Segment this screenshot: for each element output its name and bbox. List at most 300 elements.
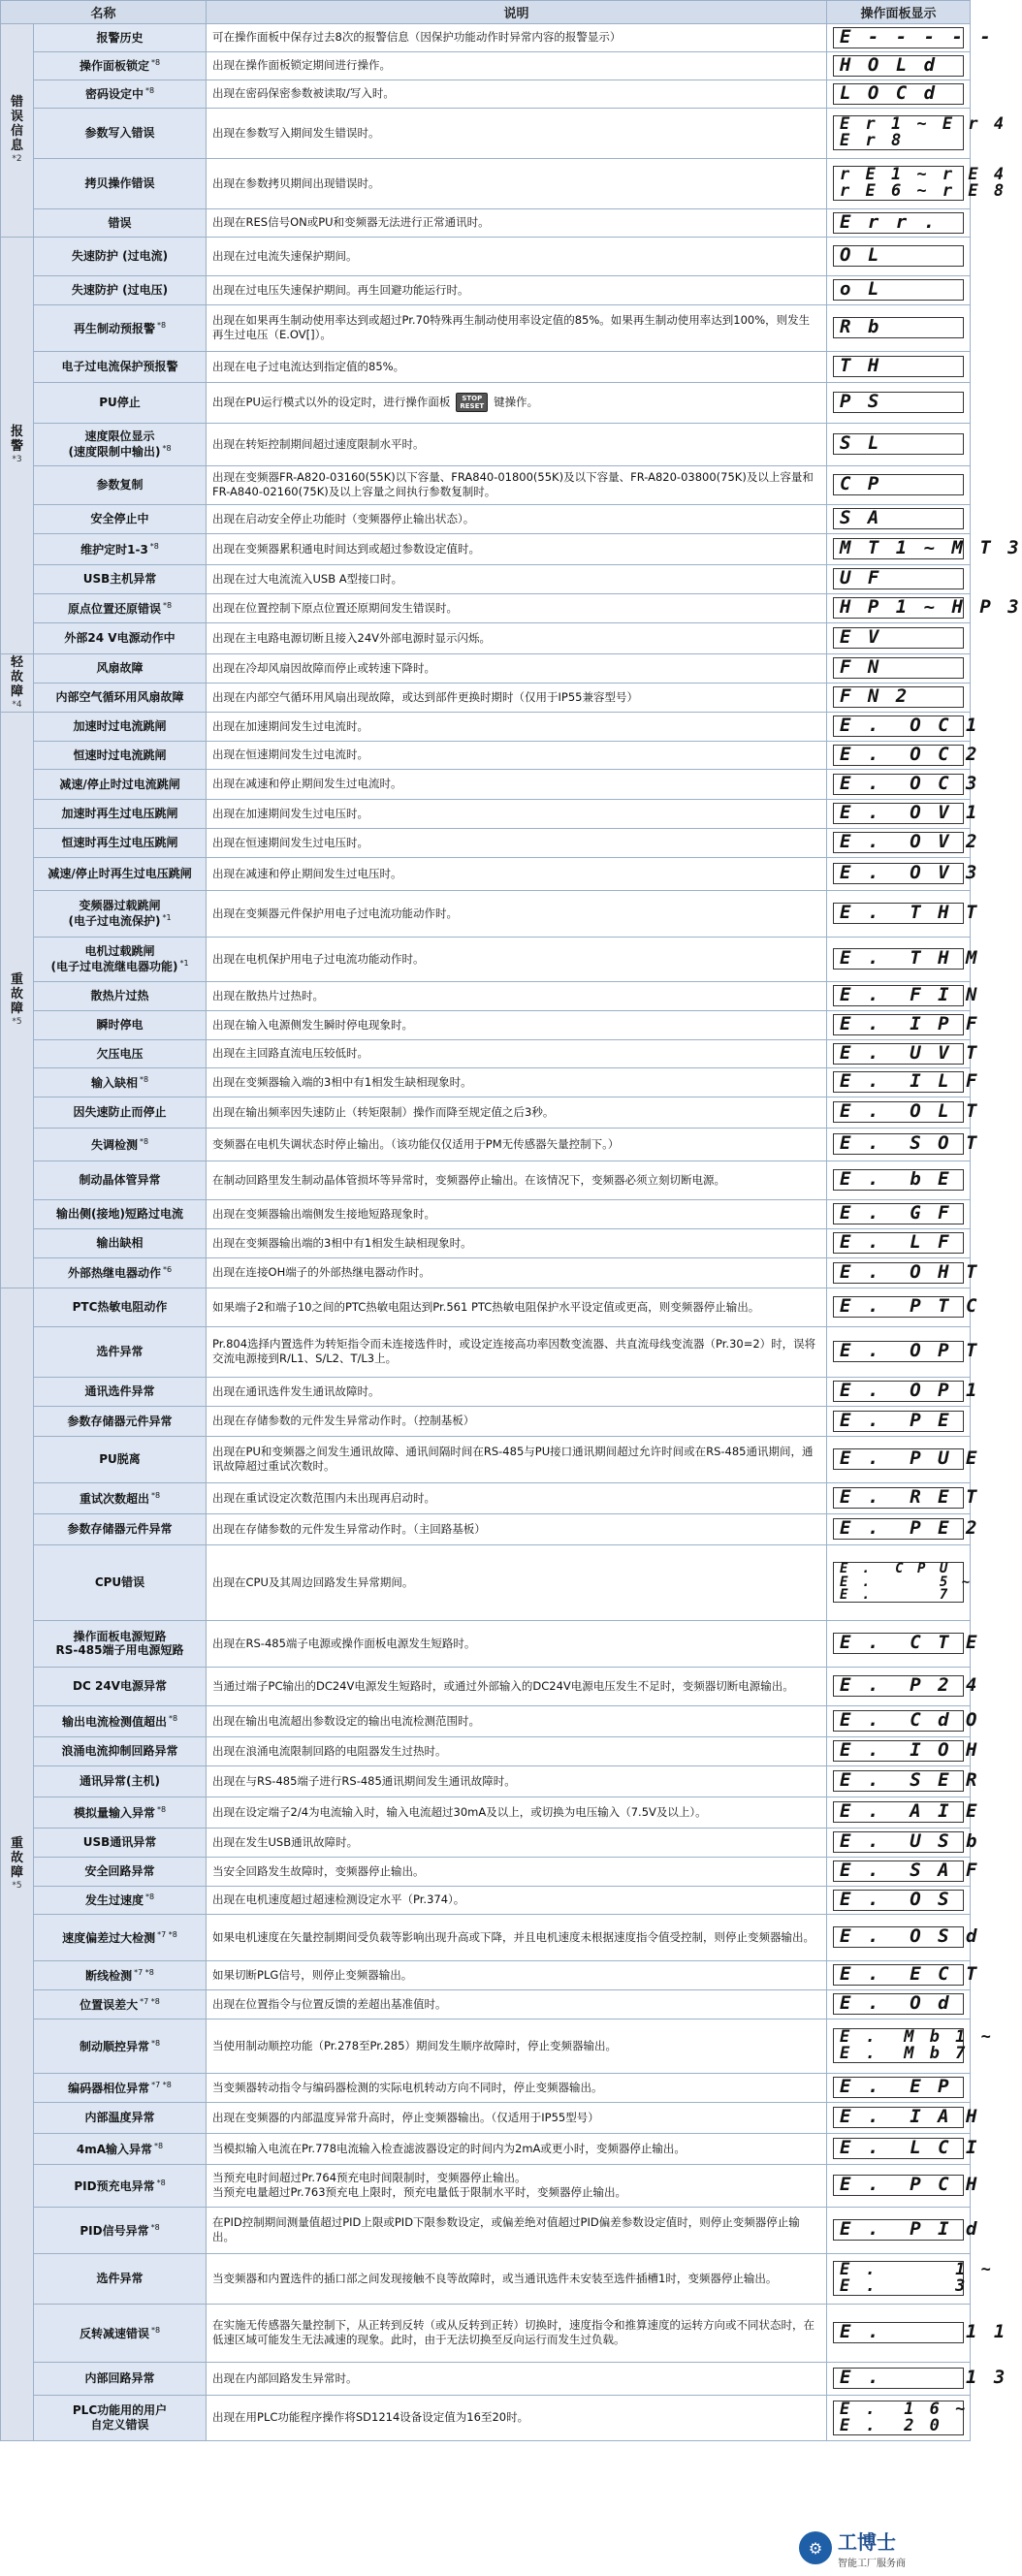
error-description	[207, 1765, 827, 1797]
segment-display	[833, 1830, 980, 1853]
segment-line: E . O P T	[840, 1340, 980, 1362]
category-cell	[1, 237, 34, 653]
segment-display	[833, 1070, 980, 1093]
segment-display	[833, 83, 964, 105]
error-note: *8	[150, 1490, 161, 1500]
table-row	[1, 1886, 971, 1914]
segment-line: E . 1 1	[840, 2321, 1008, 2343]
segment-line: E - - - - -	[840, 26, 994, 48]
segment-line: L O C d	[840, 81, 939, 104]
display-cell	[827, 423, 971, 465]
description-text: 可在操作面板中保存过去8次的报警信息（因保护功能动作时异常内容的报警显示）	[212, 30, 622, 45]
error-name	[34, 275, 207, 304]
error-name-text: PU停止	[99, 396, 141, 410]
segment-display	[833, 537, 1022, 559]
display-cell	[827, 108, 1007, 158]
segment-display	[833, 568, 964, 589]
error-name-text: PID信号异常	[80, 2223, 149, 2238]
error-name	[34, 712, 207, 741]
error-name-text: 安全停止中	[90, 512, 149, 526]
error-description	[207, 2073, 827, 2102]
segment-line: E . O S d	[840, 1925, 980, 1948]
segment-line: H O L d	[840, 53, 939, 76]
error-name-text: 参数写入错误	[84, 126, 155, 141]
display-cell	[827, 1544, 974, 1620]
stop-reset-key-icon: STOP RESET	[456, 393, 488, 412]
error-description	[207, 158, 827, 208]
table-row	[1, 108, 971, 158]
error-description	[207, 683, 827, 712]
description-text: 出现在重试设定次数范围内未出现再启动时。	[212, 1490, 436, 1505]
segment-line: E . A I E	[840, 1800, 980, 1823]
display-cell	[827, 1736, 980, 1765]
error-note: *8	[150, 58, 161, 68]
segment-line: E . T H M	[840, 947, 980, 970]
segment-display	[833, 772, 980, 795]
segment-display	[833, 165, 1007, 202]
segment-line: E . O C 2	[840, 743, 980, 765]
display-cell	[827, 741, 980, 769]
description-text: 出现在操作面板锁定期间进行操作。	[212, 58, 392, 73]
description-text: 出现在浪涌电流限制回路的电阻器发生过热时。	[212, 1743, 447, 1758]
description-text: 如果切断PLG信号，则停止变频器输出。	[212, 1967, 413, 1982]
category-label: 错误信息	[10, 95, 23, 154]
table-row	[1, 382, 971, 423]
description-text: 出现在通讯选件发生通讯故障时。	[212, 1383, 380, 1398]
segment-line: E . P U E	[840, 1447, 980, 1470]
error-name	[34, 937, 207, 981]
error-name-text: 反转减速错误	[79, 2326, 149, 2340]
segment-display	[833, 474, 964, 495]
error-description	[207, 2253, 827, 2304]
error-name-text: 瞬时停电	[96, 1018, 144, 1033]
segment-display	[833, 356, 964, 377]
error-description	[207, 1257, 827, 1288]
table-row	[1, 504, 971, 533]
segment-line: E . 1 6 ~	[840, 2399, 969, 2419]
error-name-text: 风扇故障	[96, 661, 144, 676]
error-name	[34, 465, 207, 504]
table-header-row	[1, 1, 971, 24]
segment-display	[833, 2077, 964, 2098]
error-name-text: 输出缺相	[96, 1236, 144, 1251]
segment-line: C P	[840, 473, 882, 495]
description-text: 出现在连接OH端子的外部热继电器动作时。	[212, 1265, 431, 1280]
display-cell	[827, 51, 971, 80]
error-name-text: 失速防护 (过电压)	[71, 283, 169, 298]
error-note: *8	[156, 1804, 167, 1814]
display-cell	[827, 533, 1022, 564]
description-text: 出现在电机速度超过超速检测设定水平（Pr.374）。	[212, 1892, 465, 1907]
display-cell	[827, 465, 971, 504]
error-description	[207, 1436, 827, 1482]
display-cell	[827, 80, 971, 108]
description-text: 出现在恒速期间发生过电流时。	[212, 747, 369, 762]
table-row	[1, 2073, 971, 2102]
description-text: 出现在变频器输出端侧发生接地短路现象时。	[212, 1206, 436, 1221]
segment-line: E . S A F	[840, 1860, 980, 1882]
error-name	[34, 857, 207, 890]
table-row	[1, 51, 971, 80]
error-name	[34, 2253, 207, 2304]
watermark-logo	[799, 2522, 962, 2574]
error-name	[34, 981, 207, 1010]
description-text: 出现在转矩控制期间超过速度限制水平时。	[212, 436, 425, 451]
table-row	[1, 564, 971, 593]
error-name-text: 参数存储器元件异常	[67, 1522, 173, 1537]
error-name	[34, 1377, 207, 1406]
segment-display	[833, 1232, 964, 1254]
segment-line: T H	[840, 355, 882, 377]
table-row	[1, 158, 971, 208]
error-name-text: 速度限位显示 (速度限制中输出)	[68, 429, 161, 459]
table-row	[1, 1097, 971, 1128]
error-description	[207, 1326, 827, 1377]
segment-line: E . I A H	[840, 2106, 980, 2128]
segment-display	[833, 1800, 980, 1823]
error-name-text: 密码设定中	[84, 87, 144, 102]
error-description	[207, 1513, 827, 1544]
display-cell	[827, 1161, 971, 1199]
display-cell	[827, 1406, 971, 1436]
description-text: 在实施无传感器矢量控制下，从正转到反转（或从反转到正转）切换时，速度指令和推算速度的运转方向或不同状态时，在低速区域可能发生无法减速的现象。此时，由于无法切换至反向运行而发生过负载。	[212, 2317, 815, 2347]
error-name	[34, 828, 207, 857]
segment-line: P S	[840, 391, 882, 413]
segment-display	[833, 55, 964, 77]
segment-display	[833, 1632, 980, 1654]
segment-line: E . P T C	[840, 1295, 980, 1318]
error-name	[34, 304, 207, 351]
error-name-text: 输出侧(接地)短路过电流	[56, 1207, 183, 1222]
display-cell	[827, 1326, 980, 1377]
display-cell	[827, 1667, 980, 1705]
error-name-text: USB通讯异常	[82, 1835, 157, 1850]
error-name	[34, 799, 207, 828]
error-name-text: 报警历史	[96, 30, 144, 45]
table-row	[1, 423, 971, 465]
segment-display	[833, 1013, 980, 1035]
error-description	[207, 1667, 827, 1705]
segment-line: E . O V 3	[840, 862, 980, 884]
display-cell	[827, 2073, 971, 2102]
segment-line: E . O L T	[840, 1100, 980, 1123]
category-label: 报警	[10, 425, 23, 455]
display-cell	[827, 1705, 980, 1736]
table-row	[1, 683, 971, 712]
segment-line: E . M b 1 ~	[840, 2027, 994, 2048]
segment-display	[833, 1132, 980, 1155]
table-row	[1, 80, 971, 108]
segment-display	[833, 2174, 980, 2196]
error-description	[207, 465, 827, 504]
error-name	[34, 1039, 207, 1067]
error-note: *8	[168, 1713, 178, 1723]
description-text: 当变频器转动指令与编码器检测的实际电机转动方向不同时，停止变频器输出。	[212, 2080, 603, 2094]
error-name-text: 变频器过载跳闸 (电子过电流保护)	[68, 899, 161, 928]
segment-display	[833, 715, 980, 737]
description-text: Pr.804选择内置选件为转矩指令而未连接选件时，或设定连接高功率因数变流器、共直流母线变流器（Pr.30=2）时，误将交流电源接到R/L1、S/L2、T/L3上。	[212, 1336, 816, 1366]
table-row	[1, 1406, 971, 1436]
description-text: 出现在参数拷贝期间出现错误时。	[212, 175, 380, 190]
error-description	[207, 1736, 827, 1765]
segment-display	[833, 657, 964, 679]
error-name	[34, 382, 207, 423]
description-text: 出现在内部回路发生异常时。	[212, 2370, 358, 2385]
description-text: 当通过端子PC输出的DC24V电源发生短路时，或通过外部输入的DC24V电源电压发生不足时，变频器切断电源输出。	[212, 1678, 794, 1693]
error-name-text: PU脱离	[99, 1452, 141, 1467]
display-cell	[827, 2207, 980, 2253]
error-name	[34, 351, 207, 382]
display-cell	[827, 1067, 980, 1097]
table-row	[1, 593, 971, 622]
error-name	[34, 80, 207, 108]
error-name	[34, 1010, 207, 1039]
display-cell	[827, 890, 980, 937]
error-name	[34, 1326, 207, 1377]
description-text: 出现在发生USB通讯故障时。	[212, 1834, 359, 1849]
error-description	[207, 2304, 827, 2362]
table-row	[1, 857, 971, 890]
segment-display	[833, 2367, 1008, 2389]
error-description	[207, 1067, 827, 1097]
display-cell	[827, 2102, 980, 2133]
table-row	[1, 769, 971, 799]
error-name	[34, 1513, 207, 1544]
robot-icon: ⚙	[799, 2531, 832, 2564]
error-note: *8	[144, 1892, 155, 1902]
error-name	[34, 423, 207, 465]
description-text: 出现在电机保护用电子过电流功能动作时。	[212, 951, 425, 966]
error-description	[207, 1161, 827, 1199]
description-text: 出现在过大电流流入USB A型接口时。	[212, 571, 403, 586]
table-row	[1, 465, 971, 504]
display-cell	[827, 622, 971, 653]
segment-display	[833, 743, 980, 766]
description-text: 在PID控制期间测量值超过PID上限或PID下限参数设定，或偏差绝对值超过PID偏差参数设定值时，则停止变频器停止输出。	[212, 2214, 800, 2244]
segment-display	[833, 1890, 964, 1911]
error-name-text: 选件异常	[96, 2272, 144, 2286]
error-description	[207, 799, 827, 828]
header-name: 名称	[1, 1, 207, 24]
error-name	[34, 2073, 207, 2102]
segment-line: S L	[840, 432, 882, 455]
segment-line: E . 7	[840, 1587, 951, 1604]
table-row	[1, 622, 971, 653]
error-note: *1	[179, 958, 189, 968]
error-description	[207, 237, 827, 275]
error-description	[207, 2207, 827, 2253]
segment-display	[833, 1709, 980, 1732]
segment-display	[833, 1041, 980, 1065]
description-text: 出现在变频器的内部温度异常升高时，停止变频器输出。（仅适用于IP55型号）	[212, 2110, 599, 2124]
segment-line: E . C P U	[840, 1561, 951, 1577]
error-name	[34, 1544, 207, 1620]
table-row	[1, 533, 971, 564]
segment-line: E . 1 3	[840, 2367, 1008, 2389]
segment-line: o L	[840, 278, 882, 301]
error-note: *7 *8	[151, 2080, 172, 2089]
error-note: *8	[154, 2141, 164, 2150]
error-name	[34, 1667, 207, 1705]
segment-line: E . P I d	[840, 2218, 980, 2241]
error-name	[34, 1886, 207, 1914]
display-cell	[827, 857, 980, 890]
display-cell	[827, 1228, 971, 1257]
display-cell	[827, 1960, 980, 1989]
error-description	[207, 24, 827, 52]
segment-display	[833, 392, 964, 413]
description-text: 当安全回路发生故障时，变频器停止输出。	[212, 1863, 425, 1878]
segment-line: E . C T E	[840, 1632, 980, 1654]
display-cell	[827, 593, 1022, 622]
error-name	[34, 1406, 207, 1436]
error-note: *8	[156, 320, 167, 330]
display-cell	[827, 1010, 980, 1039]
segment-line: E . S O T	[840, 1132, 980, 1155]
error-name-text: 输出电流检测值超出	[61, 1714, 167, 1729]
table-row	[1, 1436, 971, 1482]
table-row	[1, 1288, 971, 1326]
display-cell	[827, 828, 980, 857]
error-description	[207, 382, 827, 423]
segment-line: E . O V 2	[840, 831, 980, 853]
error-description	[207, 2019, 827, 2073]
error-name	[34, 533, 207, 564]
display-cell	[827, 1436, 980, 1482]
error-name-text: 位置误差大	[80, 1997, 139, 2012]
error-note: *6	[162, 1265, 173, 1275]
error-name	[34, 237, 207, 275]
category-label: 轻故障	[10, 654, 23, 699]
error-name-text: PTC热敏电阻动作	[72, 1300, 168, 1315]
segment-line: E . T H T	[840, 902, 980, 924]
error-name	[34, 1828, 207, 1857]
display-cell	[827, 2362, 1008, 2395]
error-name	[34, 653, 207, 683]
segment-display	[833, 2321, 1008, 2343]
display-cell	[827, 1039, 980, 1067]
segment-line: E . b E	[840, 1168, 952, 1191]
segment-line: E . O S	[840, 1888, 952, 1910]
segment-line: E . L C I	[840, 2137, 980, 2159]
error-name	[34, 1960, 207, 1989]
error-description	[207, 1989, 827, 2019]
error-description	[207, 1128, 827, 1161]
segment-line: O L	[840, 244, 882, 267]
error-name-text: 原点位置还原错误	[67, 601, 161, 616]
error-description	[207, 1482, 827, 1513]
error-note: *8	[139, 1074, 149, 1084]
table-row	[1, 1482, 971, 1513]
error-name	[34, 2164, 207, 2207]
segment-display	[833, 26, 994, 48]
error-name	[34, 2019, 207, 2073]
segment-line: S A	[840, 507, 882, 529]
segment-line: E . 1 ~	[840, 2260, 994, 2280]
error-description	[207, 2395, 827, 2440]
error-description	[207, 533, 827, 564]
table-row	[1, 1765, 971, 1797]
display-cell	[827, 1199, 971, 1228]
error-note: *8	[162, 443, 172, 453]
segment-line: U F	[840, 567, 882, 589]
error-name-text: 维护定时1-3	[80, 542, 148, 557]
segment-display	[833, 245, 964, 267]
table-row	[1, 1513, 971, 1544]
table-row	[1, 1010, 971, 1039]
table-row	[1, 1257, 971, 1288]
table-row	[1, 828, 971, 857]
error-name-text: 失调检测	[90, 1137, 138, 1152]
segment-display	[833, 2137, 980, 2159]
segment-line: E . I L F	[840, 1070, 980, 1093]
error-name-text: 发生过速度	[84, 1893, 144, 1908]
segment-display	[833, 947, 980, 970]
error-name-text: 散热片过热	[90, 989, 149, 1003]
error-description	[207, 80, 827, 108]
error-name-text: 电机过载跳闸 (电子过电流继电器功能)	[50, 944, 178, 973]
error-name-text: 欠压电压	[96, 1046, 144, 1061]
category-note: *5	[12, 1016, 22, 1027]
table-row	[1, 1857, 971, 1886]
table-row	[1, 890, 971, 937]
error-name	[34, 1620, 207, 1667]
segment-line: M T 1 ~ M T 3	[840, 537, 1022, 559]
error-description	[207, 1620, 827, 1667]
display-cell	[827, 24, 994, 52]
display-cell	[827, 2395, 971, 2440]
logo-title: 工博士	[838, 2530, 896, 2554]
error-name-text: 操作面板锁定	[79, 59, 149, 74]
segment-display	[833, 1561, 974, 1604]
error-description	[207, 1828, 827, 1857]
error-note: *7 *8	[140, 1996, 160, 2006]
description-text: 出现在RS-485端子电源或操作面板电源发生短路时。	[212, 1636, 476, 1650]
segment-display	[833, 1260, 980, 1284]
error-description	[207, 1010, 827, 1039]
segment-display	[833, 627, 964, 649]
description-text-2: 键操作。	[494, 395, 539, 409]
error-name	[34, 158, 207, 208]
error-name-text: CPU错误	[94, 1575, 145, 1590]
error-name	[34, 1257, 207, 1288]
error-name	[34, 1199, 207, 1228]
segment-display	[833, 2106, 980, 2128]
segment-display	[833, 686, 964, 708]
error-name	[34, 1482, 207, 1513]
table-body	[1, 24, 1022, 2441]
error-name-text: 断线检测	[85, 1968, 133, 1983]
description-text: 出现在启动安全停止功能时（变频器停止输出状态）。	[212, 511, 475, 525]
table-row	[1, 2253, 971, 2304]
segment-line: E . O H T	[840, 1260, 980, 1283]
error-name	[34, 1857, 207, 1886]
display-cell	[827, 1288, 980, 1326]
error-name-text: 通讯异常(主机)	[80, 1774, 160, 1789]
description-text: 出现在用PLC功能程序操作将SD1214设备设定值为16至20时。	[212, 2410, 529, 2425]
description-text: 出现在电子过电流达到指定值的85%。	[212, 359, 405, 373]
display-cell	[827, 712, 980, 741]
table-row	[1, 1736, 971, 1765]
segment-display	[833, 1295, 980, 1318]
segment-line: E . O C 1	[840, 715, 980, 737]
table-row	[1, 2019, 971, 2073]
segment-line: R b	[840, 316, 882, 338]
display-cell	[827, 237, 971, 275]
table-row	[1, 1199, 971, 1228]
error-note: *8	[139, 1136, 149, 1146]
segment-line: E . P E 2	[840, 1517, 980, 1540]
